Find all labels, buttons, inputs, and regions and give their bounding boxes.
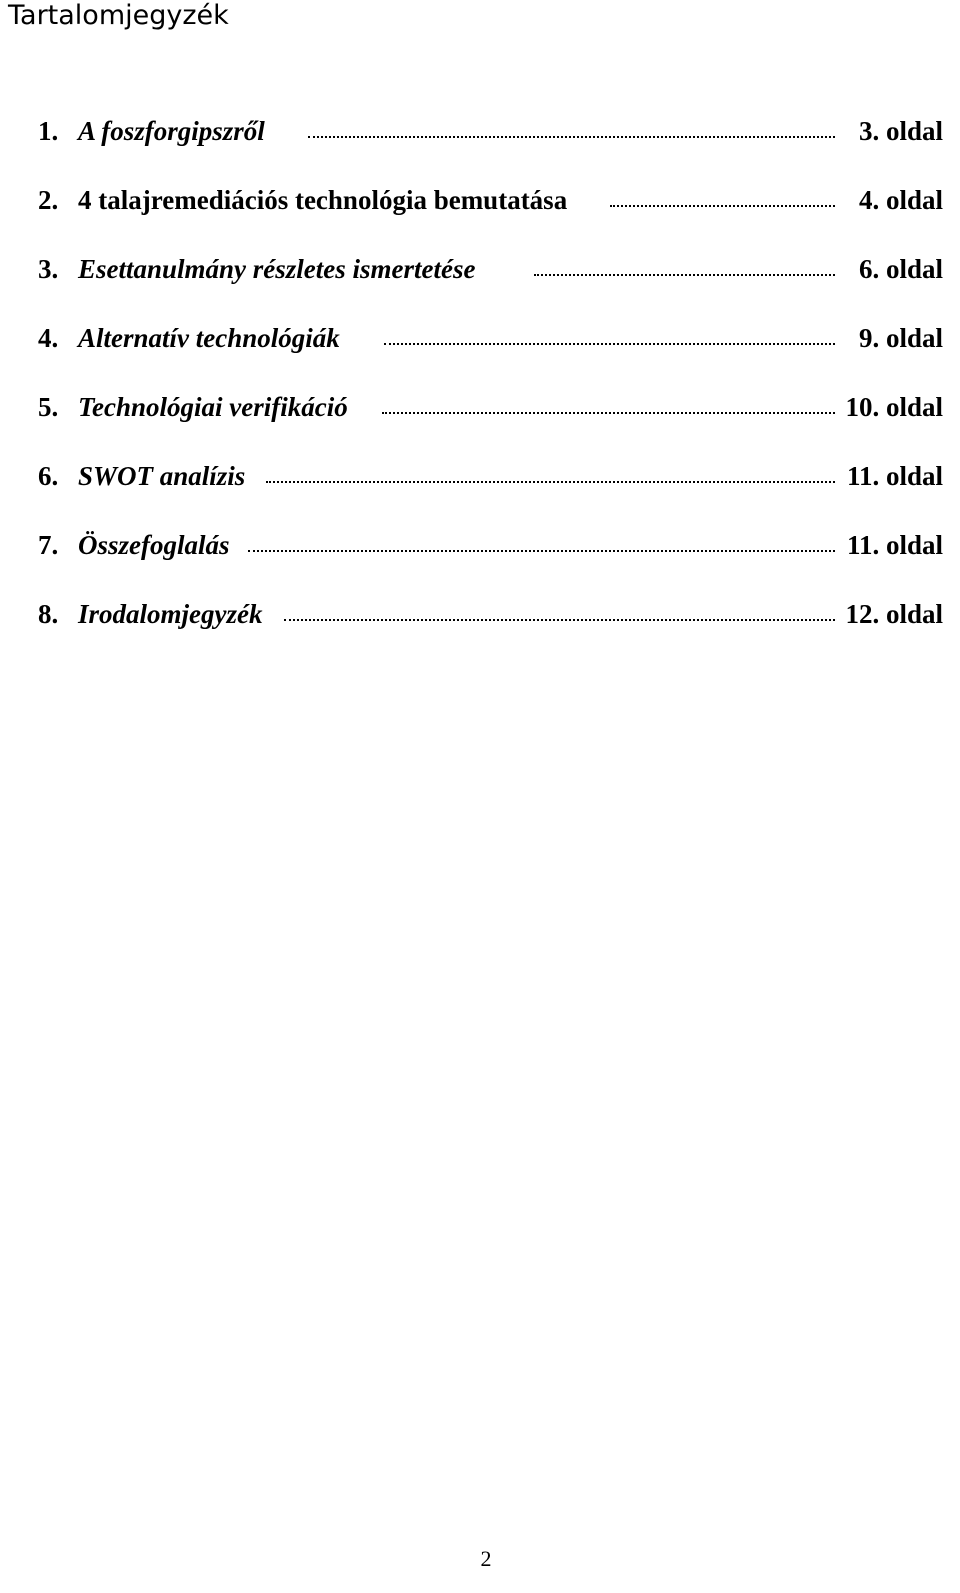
toc-dot-leader xyxy=(384,343,835,345)
toc-entry[interactable] xyxy=(38,251,943,287)
toc-dot-leader xyxy=(266,481,835,483)
toc-entry-number: 1. xyxy=(38,116,59,146)
page-title: Tartalomjegyzék xyxy=(8,0,229,31)
toc-entry[interactable] xyxy=(38,596,943,632)
page-number: 2 xyxy=(480,1546,492,1571)
toc-entry[interactable] xyxy=(38,320,943,356)
toc-entry[interactable] xyxy=(38,182,943,218)
toc-entry-number: 3. xyxy=(38,254,59,284)
toc-entry-page: 9. oldal xyxy=(858,323,943,353)
toc-entry-number: 4. xyxy=(38,323,59,353)
toc-entry-page: 11. oldal xyxy=(846,530,943,560)
toc-entry-number: 5. xyxy=(38,392,59,422)
toc-entry-page: 4. oldal xyxy=(858,185,943,215)
toc-entry-title[interactable]: Alternatív technológiák xyxy=(78,323,340,353)
toc-entry-title[interactable]: A foszforgipszről xyxy=(78,116,265,146)
toc-dot-leader xyxy=(610,205,835,207)
toc-entry-number: 6. xyxy=(38,461,59,491)
toc-entry-number: 2. xyxy=(38,185,59,215)
toc-entry-number: 8. xyxy=(38,599,59,629)
toc-entry-page: 10. oldal xyxy=(845,392,943,422)
toc-entry[interactable] xyxy=(38,113,943,149)
toc-dot-leader xyxy=(284,619,835,621)
toc-dot-leader xyxy=(248,550,835,552)
toc-entry-title[interactable]: Irodalomjegyzék xyxy=(78,599,263,629)
toc-entry-title[interactable]: Összefoglalás xyxy=(78,530,230,560)
toc-dot-leader xyxy=(308,136,835,138)
toc-entry[interactable] xyxy=(38,527,943,563)
toc-entry-page: 12. oldal xyxy=(845,599,943,629)
toc-entry-title[interactable]: Esettanulmány részletes ismertetése xyxy=(78,254,476,284)
toc-entry-title[interactable]: SWOT analízis xyxy=(78,461,246,491)
toc-entry-page: 3. oldal xyxy=(858,116,943,146)
toc-entry-title[interactable]: 4 talajremediációs technológia bemutatása xyxy=(78,185,568,215)
toc-entry-title[interactable]: Technológiai verifikáció xyxy=(78,392,348,422)
toc-entry-page: 6. oldal xyxy=(858,254,943,284)
toc-entry[interactable] xyxy=(38,458,943,494)
toc-entry[interactable] xyxy=(38,389,943,425)
toc-dot-leader xyxy=(534,274,835,276)
toc-dot-leader xyxy=(382,412,835,414)
toc-entry-page: 11. oldal xyxy=(846,461,943,491)
toc-entry-number: 7. xyxy=(38,530,59,560)
